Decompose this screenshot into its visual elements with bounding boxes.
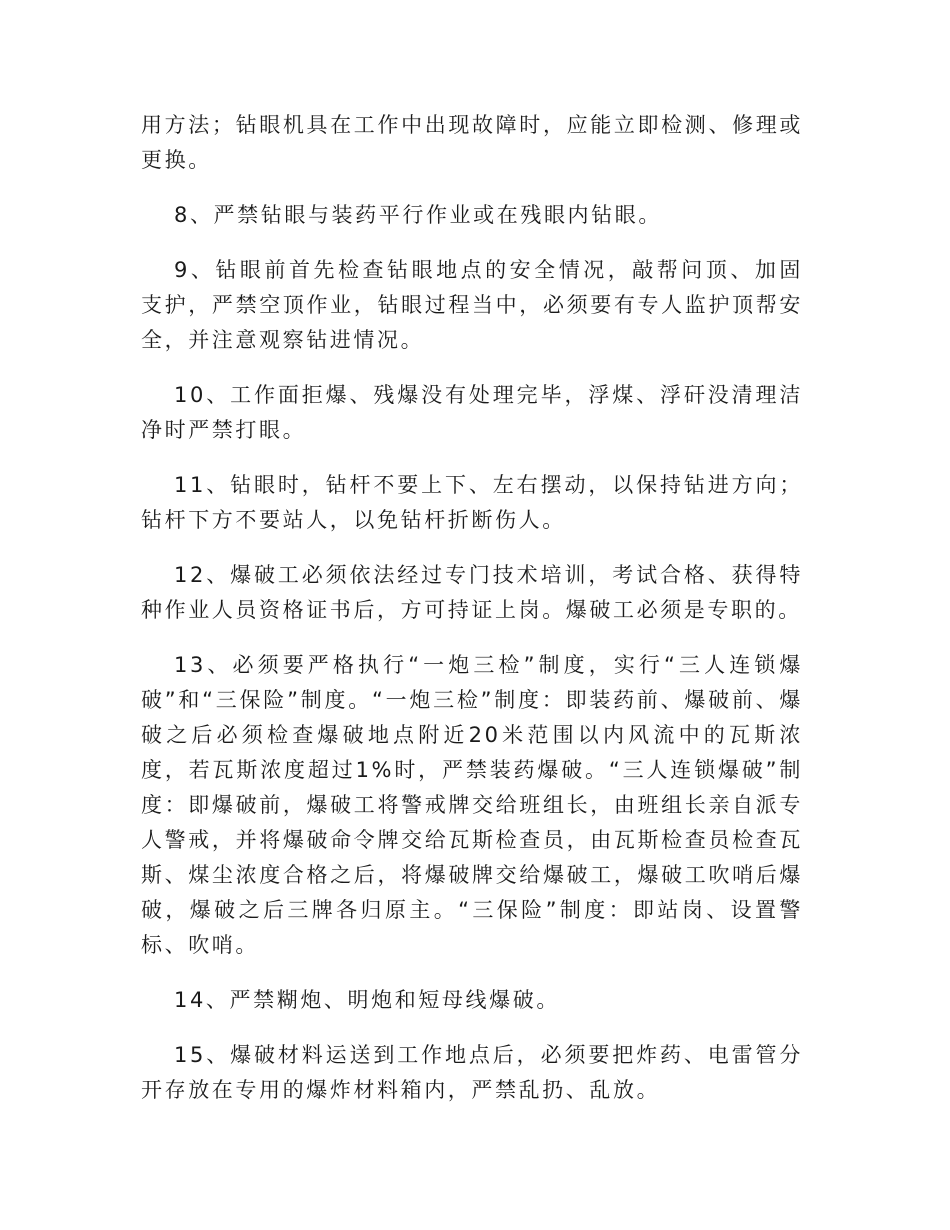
paragraph-continuation: 用方法；钻眼机具在工作中出现故障时，应能立即检测、修理或更换。 <box>141 113 803 172</box>
paragraph-item-10: 10、工作面拒爆、残爆没有处理完毕，浮煤、浮矸没清理洁净时严禁打眼。 <box>141 383 803 442</box>
paragraph-item-11: 11、钻眼时，钻杆不要上下、左右摆动，以保持钻进方向；钻杆下方不要站人，以免钻杆折断伤人。 <box>141 473 803 532</box>
paragraph-item-9: 9、钻眼前首先检查钻眼地点的安全情况，敲帮问顶、加固支护，严禁空顶作业，钻眼过程当中，必须要有专人监护顶帮安全，并注意观察钻进情况。 <box>141 258 803 352</box>
document-body <box>141 108 803 1128</box>
paragraph-item-15: 15、爆破材料运送到工作地点后，必须要把炸药、电雷管分开存放在专用的爆炸材料箱内，严禁乱扔、乱放。 <box>141 1043 803 1102</box>
paragraph-item-8: 8、严禁钻眼与装药平行作业或在残眼内钻眼。 <box>174 203 662 227</box>
paragraph-item-13: 13、必须要严格执行“一炮三检”制度，实行“三人连锁爆破”和“三保险”制度。“一炮三检”制度：即装药前、爆破前、爆破之后必须检查爆破地点附近20米范围以内风流中的瓦斯浓度，若瓦斯浓度超过1%时，严禁装药爆破。“三人连锁爆破”制度：即爆破前，爆破工将警戒牌交给班组长，由班组长亲自派专人警戒，并将爆破命令牌交给瓦斯检查员，由瓦斯检查员检查瓦斯、煤尘浓度合格之后，将爆破牌交给爆破工，爆破工吹哨后爆破，爆破之后三牌各归原主。“三保险”制度：即站岗、设置警标、吹哨。 <box>141 653 803 957</box>
paragraph-item-12: 12、爆破工必须依法经过专门技术培训，考试合格、获得特种作业人员资格证书后，方可持证上岗。爆破工必须是专职的。 <box>141 563 803 622</box>
paragraph-item-14: 14、严禁糊炮、明炮和短母线爆破。 <box>174 988 560 1012</box>
